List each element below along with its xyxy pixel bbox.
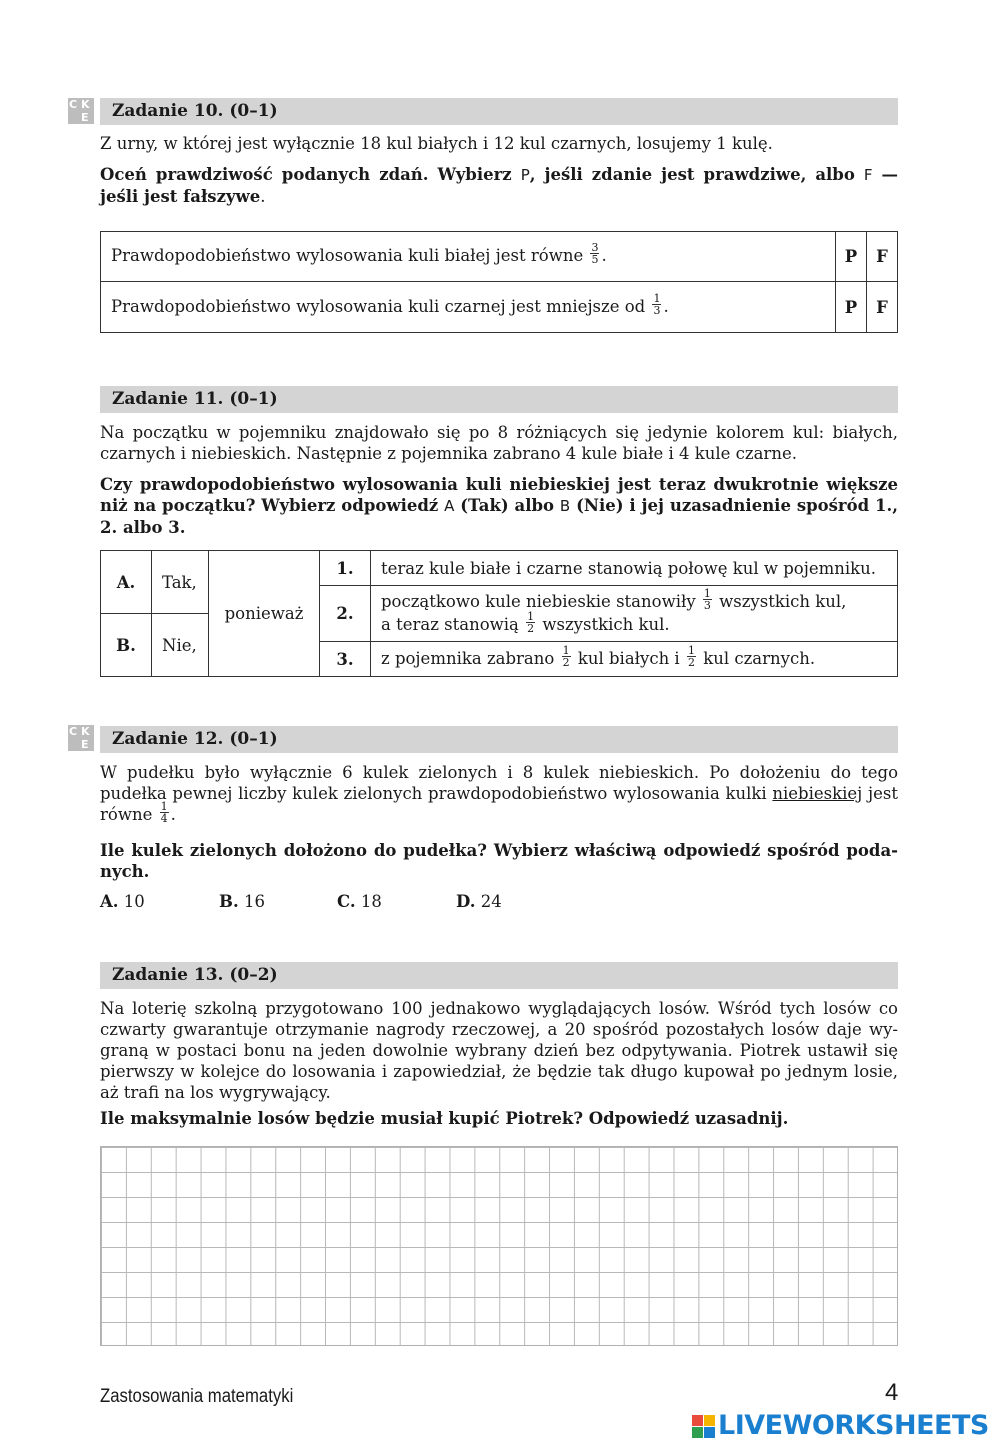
cke-logo-icon: C K E [68,725,94,751]
table-row [101,282,898,333]
reason-1-number[interactable]: 1. [320,551,371,586]
liveworksheets-logo [692,1411,992,1441]
reason-3-number[interactable]: 3. [320,642,371,677]
footer-subject: Zastosowania matematyki [100,1386,294,1407]
task10-header: Zadanie 10. (0–1) [100,98,898,125]
table-row [101,551,898,586]
answer-a[interactable]: A. 10 [100,892,145,911]
task13-intro: Na loterię szkolną przygotowano 100 jednakowo wyglądających losów. Wśród tych losów co czwarty gwarantuje otrzymanie nagrody rzeczowej, a 20 spośród pozostałych losów daje wy-graną w postaci bonu na jeden dowolnie wybrany dzień bez odpytywania. Piotrek ustawił się pierwszy w kolejce do losowania i zapowiedział, że będzie tak długo kupował po jednym losie, aż trafi na los wygrywający. [100,999,898,1102]
statement-1: Prawdopodobieństwo wylosowania kuli białej jest równe $\frac{3}{5}$ . [101,232,836,282]
task11-header: Zadanie 11. (0–1) [100,386,898,413]
option-f-2[interactable]: F [867,282,898,333]
reason-2-text[interactable]: początkowo kule niebieskie stanowiły $\frac{1}{3}$ wszystkich kul, a teraz stanowią $\frac{1}{2}$ wszystkich kul. [371,586,898,642]
answer-d[interactable]: D. 24 [456,892,502,911]
table-row [101,232,898,282]
task10-instruction: Oceń prawdziwość podanych zdań. Wybierz P, jeśli zdanie jest prawdziwe, albo F — jeśli jest fałszywe. [100,165,898,206]
task11-intro: Na początku w pojemniku znajdowało się po 8 różniących się jedynie kolorem kul: białych, czarnych i niebieskich. Następnie z pojemnika zabrano 4 kule białe i 4 kule czarne. [100,423,898,463]
reason-2-number[interactable]: 2. [320,586,371,642]
statement-2: Prawdopodobieństwo wylosowania kuli czarnej jest mniejsze od $\frac{1}{3}$ . [101,282,836,333]
option-a-text[interactable]: Tak, [152,551,209,614]
reason-3-text[interactable]: z pojemnika zabrano $\frac{1}{2}$ kul białych i $\frac{1}{2}$ kul czarnych. [371,642,898,677]
task10-table [100,231,898,333]
option-b-letter[interactable]: B. [101,614,152,677]
fraction: $\frac{3}{5}$ [591,241,599,266]
task11-table [100,550,898,677]
fraction: $\frac{1}{3}$ [653,291,661,317]
fraction: $\frac{1}{4}$ [160,800,168,825]
task12-intro: W pudełku było wyłącznie 6 kulek zielonych i 8 kulek niebieskich. Po dołożeniu do tego pudełka pewnej liczby kulek zielonych prawdopodobieństwo wylosowania kulki niebieskiej jest równe $\frac{1}{4}$ . [100,763,898,825]
option-a-letter[interactable]: A. [101,551,152,614]
answer-b[interactable]: B. 16 [219,892,265,911]
reason-1-text[interactable]: teraz kule białe i czarne stanowią połowę kul w pojemniku. [371,551,898,586]
option-p-2[interactable]: P [836,282,867,333]
task12-question: Ile kulek zielonych dołożono do pudełka? Wybierz właściwą odpowiedź spośród poda-nych. [100,841,898,881]
task13-header: Zadanie 13. (0–2) [100,962,898,989]
answer-grid[interactable] [100,1146,898,1346]
because-cell: ponieważ [209,551,320,677]
task11-question: Czy prawdopodobieństwo wylosowania kuli niebieskiej jest teraz dwukrotnie większe niż na początku? Wybierz odpowiedź A (Tak) albo B (Nie) i jej uzasadnienie spośród 1., 2. albo 3. [100,475,899,537]
option-p-1[interactable]: P [836,232,867,282]
page-number: 4 [885,1379,899,1406]
option-f-1[interactable]: F [867,232,898,282]
cke-logo-icon: C K E [68,98,94,124]
liveworksheets-icon [692,1415,716,1439]
option-b-text[interactable]: Nie, [152,614,209,677]
task10-intro: Z urny, w której jest wyłącznie 18 kul białych i 12 kul czarnych, losujemy 1 kulę. [100,134,773,153]
task12-header: Zadanie 12. (0–1) [100,726,898,753]
answer-c[interactable]: C. 18 [337,892,382,911]
liveworksheets-wordmark: LIVEWORKSHEETS [718,1410,989,1441]
task13-question: Ile maksymalnie losów będzie musiał kupić Piotrek? Odpowiedź uzasadnij. [100,1109,789,1128]
